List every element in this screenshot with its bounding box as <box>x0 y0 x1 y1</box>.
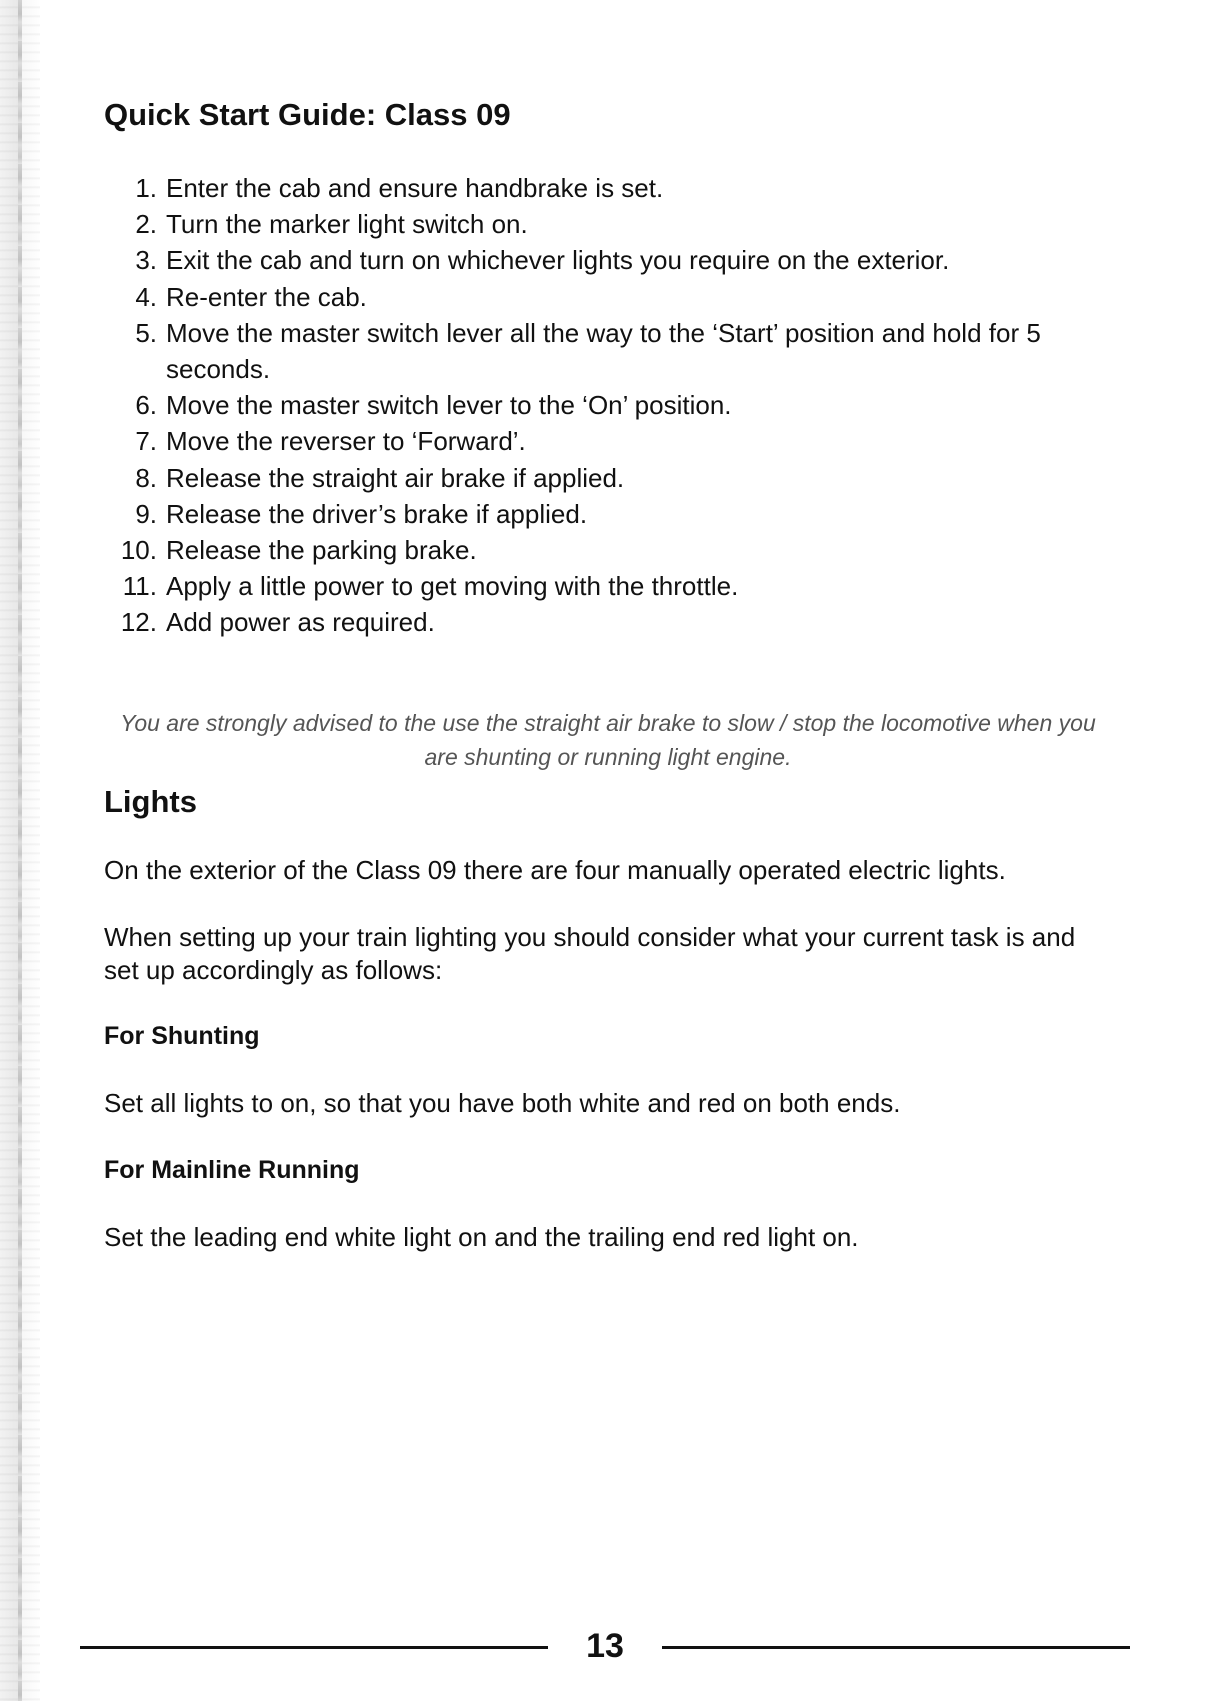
lights-intro: On the exterior of the Class 09 there are four manually operated electric lights. <box>104 855 1006 885</box>
step-number: 9. <box>135 498 157 529</box>
step-number: 12. <box>120 607 157 638</box>
step-number: 3. <box>135 245 157 276</box>
page-footer <box>80 1624 1130 1668</box>
footer-right-rule <box>662 1646 1130 1649</box>
step-number: 6. <box>135 390 157 421</box>
step-number: 8. <box>135 462 157 493</box>
step-item <box>104 423 1114 459</box>
step-item <box>104 206 1114 242</box>
mainline-heading: For Mainline Running <box>104 1156 360 1184</box>
step-text: Move the master switch lever to the ‘On’ position. <box>166 390 732 421</box>
page-number: 13 <box>586 1627 624 1665</box>
step-number: 2. <box>135 209 157 240</box>
step-item <box>104 170 1114 206</box>
mainline-text: Set the leading end white light on and the trailing end red light on. <box>104 1222 859 1252</box>
step-item <box>104 604 1114 640</box>
step-text: Move the reverser to ‘Forward’. <box>166 426 526 457</box>
step-item <box>104 532 1114 568</box>
footer-left-rule <box>80 1646 548 1649</box>
step-number: 1. <box>135 173 157 203</box>
step-number: 4. <box>135 281 157 312</box>
shunting-heading: For Shunting <box>104 1022 260 1050</box>
step-item <box>104 496 1114 532</box>
step-text: Turn the marker light switch on. <box>166 209 528 240</box>
quick-start-steps <box>104 170 1114 641</box>
step-item <box>104 460 1114 496</box>
step-text: Move the master switch lever all the way to the ‘Start’ position and hold for 5 seconds. <box>166 317 1041 385</box>
step-item <box>104 242 1114 278</box>
step-text: Release the driver’s brake if applied. <box>166 498 588 529</box>
lights-heading: Lights <box>104 784 197 819</box>
step-text: Apply a little power to get moving with the throttle. <box>166 571 739 602</box>
step-item <box>104 568 1114 604</box>
step-text: Release the straight air brake if applied. <box>166 462 625 493</box>
step-text: Enter the cab and ensure handbrake is set. <box>166 173 664 203</box>
step-text: Exit the cab and turn on whichever lights you require on the exterior. <box>166 245 950 276</box>
step-number: 11. <box>122 571 157 602</box>
step-number: 5. <box>135 317 157 348</box>
step-text: Re-enter the cab. <box>166 281 367 312</box>
brake-advice-note: You are strongly advised to the use the straight air brake to slow / stop the locomotive when you are shunting or running light engine. <box>120 710 1096 770</box>
step-text: Add power as required. <box>166 607 435 638</box>
shunting-text: Set all lights to on, so that you have both white and red on both ends. <box>104 1088 901 1118</box>
step-number: 10. <box>120 535 157 566</box>
step-item <box>104 315 1114 387</box>
page-title: Quick Start Guide: Class 09 <box>104 97 511 132</box>
page-edge-line <box>18 0 22 1701</box>
lights-setup-text: When setting up your train lighting you should consider what your current task is and set up accordingly as follows: <box>104 922 1076 985</box>
step-number: 7. <box>135 426 157 457</box>
step-item <box>104 279 1114 315</box>
step-text: Release the parking brake. <box>166 535 477 566</box>
step-item <box>104 387 1114 423</box>
